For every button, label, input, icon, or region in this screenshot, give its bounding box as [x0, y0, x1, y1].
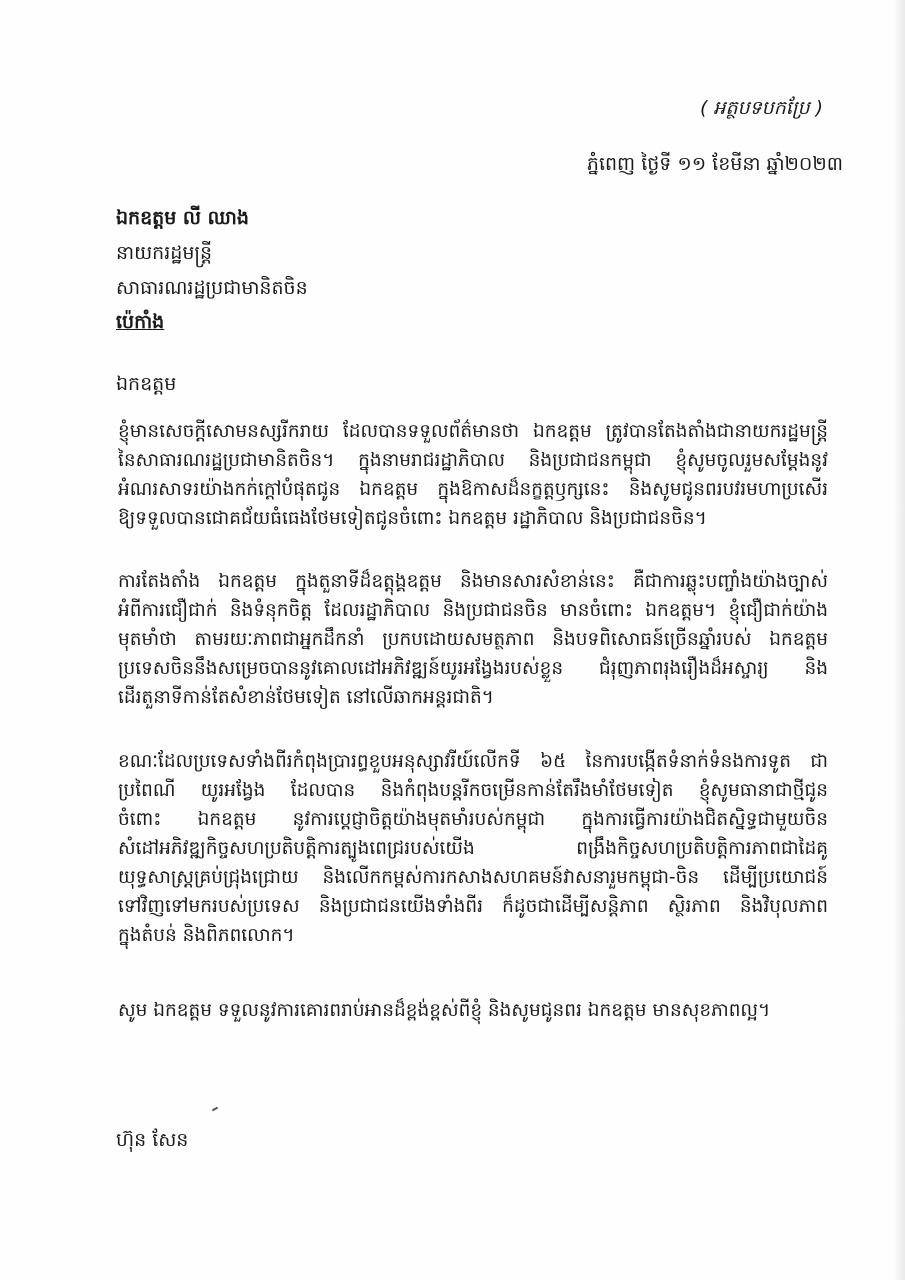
paragraph-line: ឱ្យទទួលបានជោគជ័យធំធេងថែមទៀតជូនចំពោះ ឯកឧត្តម រដ្ឋាភិបាល និងប្រជាជនចិន។: [118, 508, 707, 529]
paragraph-1: [118, 417, 828, 533]
paragraph-line: នៃសាធារណរដ្ឋប្រជាមានិតចិន។ ក្នុងនាមរាជរដ្ឋាភិបាល និងប្រជាជនកម្ពុជា ខ្ញុំសូមចូលរួមសម្តែងនូវ: [118, 450, 828, 471]
paragraph-3: [118, 747, 828, 950]
paragraph-line: សូម ឯកឧត្តម ទទួលនូវការគោរពរាប់អានដ៏ខ្ពង់ខ្ពស់ពីខ្ញុំ និងសូមជូនពរ ឯកឧត្តម មានសុខភាពល្អ។: [118, 1000, 771, 1021]
recipient-title: នាយករដ្ឋមន្ត្រី: [116, 242, 213, 264]
paragraph-line: ទៅវិញទៅមករបស់ប្រទេស និងប្រជាជនយើងទាំងពីរ ក៏ដូចជាដើម្បីសន្តិភាព ស្ថិរភាព និងវិបុលភាព: [118, 896, 828, 917]
paragraph-line: អំពីការជឿជាក់ និងទំនុកចិត្ត ដែលរដ្ឋាភិបាល និងប្រជាជនចិន មានចំពោះ ឯកឧត្តម។ ខ្ញុំជឿជាក់យ៉ាង: [118, 600, 828, 621]
recipient-name: ឯកឧត្តម លី ឈាង: [116, 207, 249, 229]
paragraph-line: ការតែងតាំង ឯកឧត្តម ក្នុងតួនាទីដ៏ឧត្តុង្គឧត្តម និងមានសារសំខាន់នេះ គឺជាការឆ្លុះបញ្ចាំងយ៉ាងច្បាស់: [118, 571, 828, 592]
paragraph-line: យុទ្ធសាស្ត្រគ្រប់ជ្រុងជ្រោយ និងលើកកម្ពស់ការកសាងសហគមន៍វាសនារួមកម្ពុជា-ចិន ដើម្បីប្រយោជន៍: [118, 867, 828, 888]
paragraph-line: ប្រទេសចិននឹងសម្រេចបាននូវគោលដៅអភិវឌ្ឍន៍យូរអង្វែងរបស់ខ្លួន ជំរុញភាពរុងរឿងដ៏អស្ចារ្យ និង: [118, 658, 828, 679]
paragraph-line: មុតមាំថា តាមរយៈភាពជាអ្នកដឹកនាំ ប្រកបដោយសមត្ថភាព និងបទពិសោធន៍ច្រើនឆ្នាំរបស់ ឯកឧត្តម: [118, 629, 828, 650]
paragraph-line: ខ្ញុំមានសេចក្តីសោមនស្សរីករាយ ដែលបានទទួលព័ត៌មានថា ឯកឧត្តម ត្រូវបានតែងតាំងជានាយករដ្ឋមន្ត្រី: [118, 421, 828, 442]
recipient-city: ប៉េកាំង: [116, 311, 165, 333]
paragraph-line: ប្រពៃណី យូរអង្វែង ដែលបាន និងកំពុងបន្តរីកចម្រើនកាន់តែរឹងមាំថែមទៀត ខ្ញុំសូមធានាជាថ្មីជូន: [118, 780, 828, 801]
signature-name: ហ៊ុន សែន: [116, 1129, 189, 1151]
paragraph-line: ខណៈដែលប្រទេសទាំងពីរកំពុងប្រារព្ធខួបអនុស្សាវរីយ៍លើកទី ៦៥ នៃការបង្កើតទំនាក់ទំនងការទូត ជា: [118, 751, 828, 772]
paragraph-line: ចំពោះ ឯកឧត្តម នូវការប្តេជ្ញាចិត្តយ៉ាងមុតមាំរបស់កម្ពុជា ក្នុងការធ្វើការយ៉ាងជិតស្និទ្ធជាមួយចិន: [118, 809, 828, 830]
pen-mark: [212, 1107, 218, 1112]
paragraph-line: ដើរតួនាទីកាន់តែសំខាន់ថែមទៀត នៅលើឆាកអន្តរជាតិ។: [118, 687, 494, 708]
paragraph-line: អំណរសាទរយ៉ាងកក់ក្តៅបំផុតជូន ឯកឧត្តម ក្នុងឱកាសដ៏នក្ខត្តឫក្សនេះ និងសូមជូនពរបវរមហាប្រសើរ: [118, 479, 828, 500]
paragraph-4: [118, 996, 828, 1025]
translation-note: ( អត្ថបទបកប្រែ ): [699, 97, 823, 119]
page-edge-shadow: [893, 0, 905, 1280]
salutation: ឯកឧត្តម: [116, 373, 177, 395]
paragraph-2: [118, 567, 828, 712]
recipient-country: សាធារណរដ្ឋប្រជាមានិតចិន: [116, 277, 308, 299]
paragraph-line: ក្នុងតំបន់ និងពិភពលោក។: [118, 925, 295, 946]
date-line: ភ្នំពេញ ថ្ងៃទី ១១ ខែមីនា ឆ្នាំ២០២៣: [586, 153, 843, 175]
paragraph-line: សំដៅអភិវឌ្ឍកិច្ចសហប្រតិបត្តិការត្បូងពេជ្ររបស់យើង ពង្រឹងកិច្ចសហប្រតិបត្តិការភាពជាដៃគូ: [118, 838, 828, 859]
